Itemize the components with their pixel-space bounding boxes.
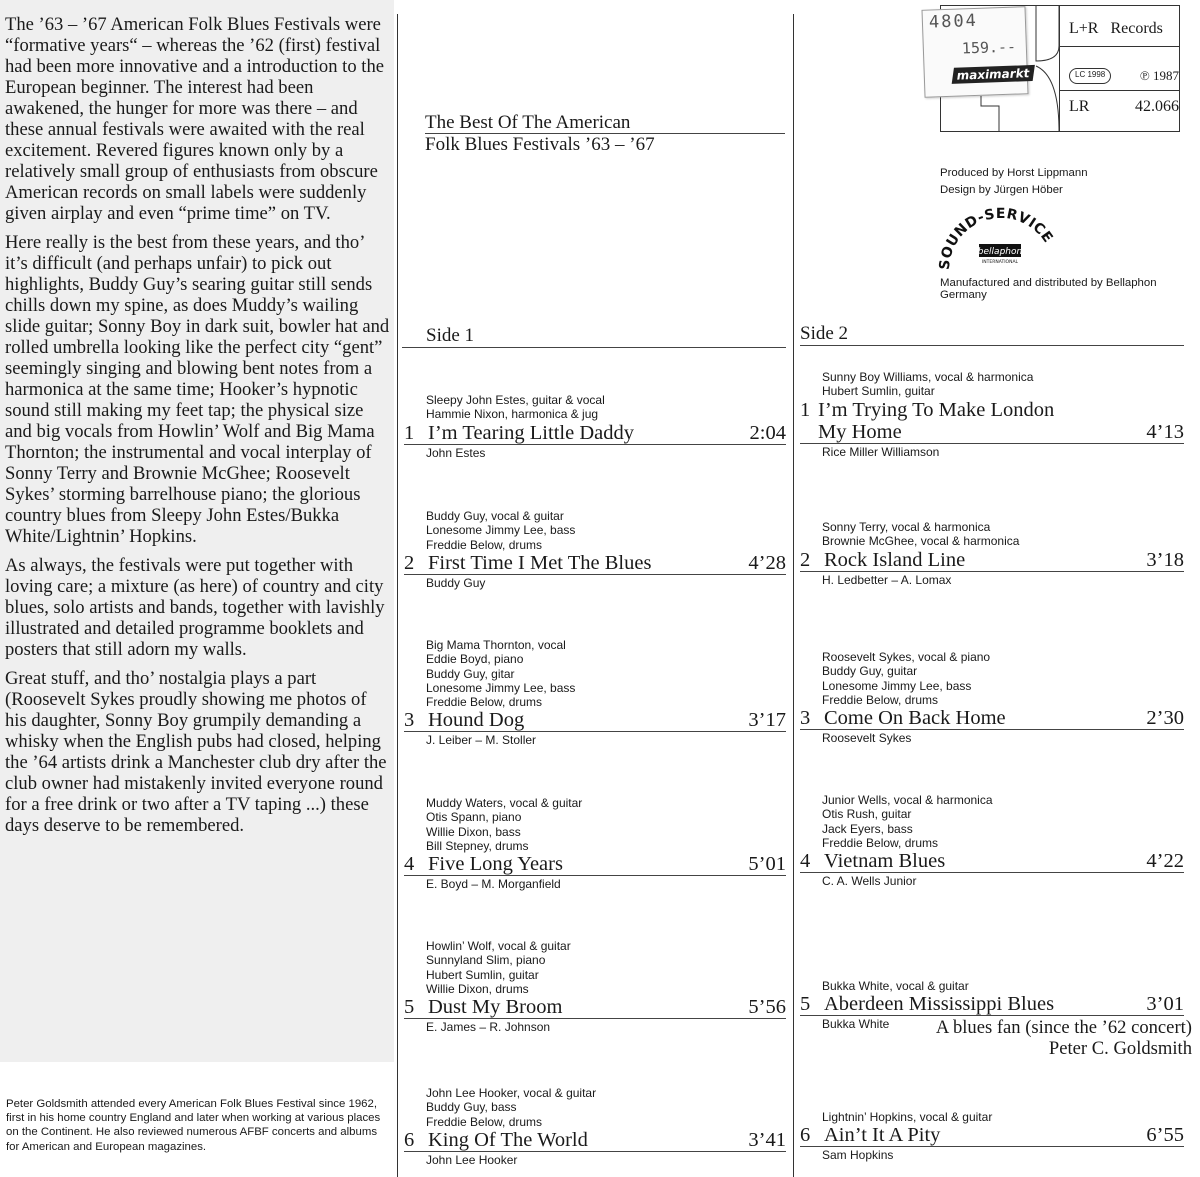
- liner-notes-essay: [5, 14, 390, 844]
- track-item: [404, 638, 786, 748]
- track-performers: [404, 509, 786, 552]
- track-item: [800, 650, 1184, 746]
- side-2-heading: Side 2: [800, 323, 1184, 346]
- track-duration: 3’18: [1146, 548, 1184, 571]
- track-composer: E. James – R. Johnson: [426, 1020, 551, 1035]
- performer-line: Hammie Nixon, harmonica & jug: [426, 407, 599, 422]
- track-title-row: [404, 709, 786, 732]
- track-performers: [404, 1086, 786, 1129]
- track-item: [800, 979, 1184, 1032]
- track-title-row: [404, 1129, 786, 1152]
- performer-line: Lonesome Jimmy Lee, bass: [426, 523, 576, 538]
- track-duration: 2’30: [1146, 707, 1184, 730]
- signature-line: A blues fan (since the ’62 concert): [935, 1017, 1192, 1038]
- track-title: I’m Trying To Make London: [818, 398, 1055, 421]
- performer-line: Bukka White, vocal & guitar: [822, 979, 969, 993]
- label-brand: [1069, 20, 1163, 38]
- performer-line: Lonesome Jimmy Lee, bass: [426, 680, 576, 695]
- track-composer: H. Ledbetter – A. Lomax: [822, 572, 952, 587]
- track-title-row: [800, 1124, 1184, 1147]
- performer-line: Freddie Below, drums: [822, 692, 939, 707]
- track-title: Aberdeen Mississippi Blues: [824, 993, 1055, 1016]
- performer-line: Willie Dixon, bass: [426, 824, 521, 839]
- signature-author: Peter C. Goldsmith: [1048, 1038, 1192, 1059]
- performer-line: Sleepy John Estes, guitar & vocal: [426, 393, 605, 407]
- track-number: 2: [800, 548, 811, 571]
- track-performers: [800, 370, 1184, 399]
- track-composer: Roosevelt Sykes: [822, 731, 912, 746]
- track-item: [800, 370, 1184, 460]
- track-duration: 3’41: [748, 1128, 786, 1151]
- price-sticker: [921, 6, 1031, 98]
- track-title: Hound Dog: [428, 709, 525, 732]
- performer-line: Eddie Boyd, piano: [426, 652, 524, 667]
- track-title: Ain’t It A Pity: [824, 1124, 941, 1147]
- manufacturer-credit: Manufactured and distributed by Bellaphon Germany: [940, 277, 1157, 301]
- track-item: [404, 796, 786, 892]
- label-brand-word: Records: [1110, 20, 1163, 37]
- production-credits: [940, 165, 1088, 199]
- track-composer: Rice Miller Williamson: [822, 444, 940, 459]
- track-number: 6: [404, 1128, 415, 1151]
- performer-line: Freddie Below, drums: [822, 835, 939, 850]
- track-item: [800, 793, 1184, 889]
- track-number: 5: [404, 996, 415, 1019]
- lc-badge: LC 1998: [1069, 68, 1111, 84]
- track-composer: J. Leiber – M. Stoller: [426, 733, 537, 748]
- track-title: Come On Back Home: [824, 707, 1006, 730]
- track-title-row: [404, 996, 786, 1019]
- performer-line: Lonesome Jimmy Lee, bass: [822, 678, 972, 693]
- sticker-shop: maximarkt: [952, 65, 1035, 84]
- album-title-line: The Best Of The American: [425, 112, 785, 134]
- track-performers: [404, 638, 786, 709]
- track-item: [800, 1110, 1184, 1163]
- track-item: [404, 1086, 786, 1168]
- producer-credit: Produced by Horst Lippmann: [940, 167, 1088, 179]
- track-duration: 5’01: [748, 853, 786, 876]
- track-number: 2: [404, 551, 415, 574]
- track-composer: John Estes: [426, 445, 486, 460]
- performer-line: Buddy Guy, gitar: [426, 666, 515, 681]
- bellaphon-sub: INTERNATIONAL: [981, 260, 1019, 265]
- catalog-prefix: LR: [1069, 98, 1090, 115]
- album-title-line: Folk Blues Festivals ’63 – ’67: [425, 134, 655, 155]
- track-performers: [800, 520, 1184, 549]
- track-number: 5: [800, 993, 811, 1016]
- track-title-row: [800, 549, 1184, 572]
- performer-line: Roosevelt Sykes, vocal & piano: [822, 650, 991, 664]
- phono-year: ℗ 1987: [1139, 68, 1179, 83]
- track-composer: Buddy Guy: [426, 575, 486, 590]
- performer-line: Sonny Terry, vocal & harmonica: [822, 520, 991, 534]
- track-title-row: [800, 993, 1184, 1016]
- track-performers: [404, 796, 786, 853]
- label-copyright-row: [1069, 68, 1179, 84]
- track-title: King Of The World: [428, 1128, 588, 1151]
- column-divider: [397, 14, 398, 1177]
- track-performers: [800, 793, 1184, 850]
- track-performers: [404, 939, 786, 996]
- track-composer: Bukka White: [822, 1017, 890, 1032]
- track-composer: John Lee Hooker: [426, 1152, 518, 1167]
- catalog-number: 42.066: [1135, 98, 1179, 115]
- label-brand-mark: L+R: [1069, 20, 1099, 37]
- track-number: 1: [800, 398, 811, 421]
- track-duration: 2:04: [749, 421, 786, 444]
- track-title-row: [404, 422, 786, 445]
- track-number: 3: [800, 707, 811, 730]
- sound-service-arc-text: SOUND-SERVICE: [937, 205, 1056, 271]
- track-number: 6: [800, 1124, 811, 1147]
- track-performers: [404, 393, 786, 422]
- sound-service-logo: [937, 200, 1062, 278]
- track-duration: 6’55: [1146, 1124, 1184, 1147]
- album-title: [425, 112, 785, 155]
- track-item: [404, 509, 786, 591]
- track-number: 1: [404, 421, 415, 444]
- track-title: I’m Tearing Little Daddy: [428, 421, 634, 444]
- performer-line: Freddie Below, drums: [426, 695, 543, 710]
- performer-line: Freddie Below, drums: [426, 1114, 543, 1129]
- bellaphon-brand: bellaphon: [977, 247, 1023, 257]
- author-bio: Peter Goldsmith attended every American Folk Blues Festival since 1962, first in his home country England and later when working at various places on the Continent. He also reviewed numerous AFBF concerts and albums for American and European magazines.: [6, 1098, 381, 1153]
- track-title-row: [800, 707, 1184, 730]
- performer-line: Bill Stepney, drums: [426, 838, 529, 853]
- track-performers: [800, 1110, 1184, 1124]
- track-number: 4: [800, 850, 811, 873]
- essay-paragraph: The ’63 – ’67 American Folk Blues Festivals were “formative years“ – whereas the ’62 (first) festival had been more innovative and a introduction to the European beginner. The interest had been awakened, the hunger for more was there – and these annual festivals were awaited with the real excitement. Revered figures known only by a relatively small group of enthusiasts from obscure American records on small labels were suddenly given airplay and even “prime time” on TV.: [5, 14, 384, 224]
- performer-line: Buddy Guy, bass: [426, 1100, 517, 1115]
- design-credit: Design by Jürgen Höber: [940, 184, 1063, 196]
- column-divider: [793, 14, 794, 1177]
- track-title-row: [800, 850, 1184, 873]
- track-title: First Time I Met The Blues: [428, 551, 652, 574]
- performer-line: Brownie McGhee, vocal & harmonica: [822, 534, 1020, 549]
- performer-line: Sunny Boy Williams, vocal & harmonica: [822, 370, 1034, 384]
- track-performers: [800, 979, 1184, 993]
- track-composer: C. A. Wells Junior: [822, 874, 917, 889]
- performer-line: Junior Wells, vocal & harmonica: [822, 793, 993, 807]
- performer-line: Otis Spann, piano: [426, 810, 522, 825]
- side-1-heading: Side 1: [402, 325, 786, 348]
- performer-line: Howlin’ Wolf, vocal & guitar: [426, 939, 571, 953]
- track-item: [404, 939, 786, 1035]
- performer-line: Sunnyland Slim, piano: [426, 953, 546, 968]
- track-duration: 4’13: [1146, 420, 1184, 443]
- track-title-row: [404, 552, 786, 575]
- essay-paragraph: Here really is the best from these years, and tho’ it’s difficult (and perhaps unfair) to pick out highlights, Buddy Guy’s searing guitar still sends chills down my spine, as does Muddy’s wailing slide guitar; Sonny Boy in dark suit, bowler hat and rolled umbrella looking like the perfect city “gent” seemingly singing and blowing bent notes from a harmonica at the same time; Hooker’s hypnotic sound still making my feet tap; the physical size and big vocals from Howlin’ Wolf and Big Mama Thornton; the instrumental and vocal interplay of Sonny Terry and Brownie McGhee; Roosevelt Sykes’ storming barrelhouse piano; the glorious country blues from Sleepy John Estes/Bukka White/Lightnin’ Hopkins.: [5, 232, 390, 547]
- performer-line: Otis Rush, guitar: [822, 807, 912, 822]
- performer-line: Big Mama Thornton, vocal: [426, 638, 566, 652]
- track-performers: [800, 650, 1184, 707]
- track-title-row: [404, 853, 786, 876]
- track-number: 4: [404, 853, 415, 876]
- track-composer: E. Boyd – M. Morganfield: [426, 877, 561, 892]
- performer-line: Buddy Guy, vocal & guitar: [426, 509, 564, 523]
- track-item: [404, 393, 786, 461]
- track-number: 3: [404, 709, 415, 732]
- performer-line: Jack Eyers, bass: [822, 821, 913, 836]
- performer-line: Hubert Sumlin, guitar: [426, 967, 539, 982]
- track-title: Vietnam Blues: [824, 850, 946, 873]
- track-title: My Home: [818, 420, 902, 443]
- performer-line: Lightnin’ Hopkins, vocal & guitar: [822, 1110, 993, 1124]
- track-title: Dust My Broom: [428, 996, 563, 1019]
- sticker-code: 4804: [928, 10, 979, 33]
- track-item: [800, 520, 1184, 588]
- track-duration: 3’01: [1146, 993, 1184, 1016]
- track-duration: 5’56: [748, 996, 786, 1019]
- performer-line: John Lee Hooker, vocal & guitar: [426, 1086, 597, 1100]
- track-duration: 4’28: [748, 551, 786, 574]
- performer-line: Muddy Waters, vocal & guitar: [426, 796, 583, 810]
- track-title: Rock Island Line: [824, 548, 966, 571]
- track-duration: 4’22: [1146, 850, 1184, 873]
- label-catalog-row: [1069, 98, 1179, 116]
- performer-line: Freddie Below, drums: [426, 537, 543, 552]
- track-composer: Sam Hopkins: [822, 1148, 894, 1163]
- performer-line: Buddy Guy, guitar: [822, 664, 918, 679]
- performer-line: Willie Dixon, drums: [426, 981, 529, 996]
- track-title: Five Long Years: [428, 853, 563, 876]
- performer-line: Hubert Sumlin, guitar: [822, 384, 935, 399]
- essay-paragraph: As always, the festivals were put together with loving care; a mixture (as here) of country and city blues, solo artists and bands, together with lavishly illustrated and detailed programme booklets and posters that still adorn my walls.: [5, 555, 385, 660]
- track-duration: 3’17: [748, 709, 786, 732]
- track-title-row: [800, 421, 1184, 444]
- essay-paragraph: Great stuff, and tho’ nostalgia plays a part (Roosevelt Sykes proudly showing me photos of his daughter, Sonny Boy grumpily demanding a whisky when the English pubs had closed, helping the ’64 artists drink a Manchester club dry after the club owner had mistakenly invited everyone round for a free drink or two after a TV taping ...) these days deserve to be remembered.: [5, 668, 387, 836]
- sticker-price: 159.--: [961, 37, 1017, 58]
